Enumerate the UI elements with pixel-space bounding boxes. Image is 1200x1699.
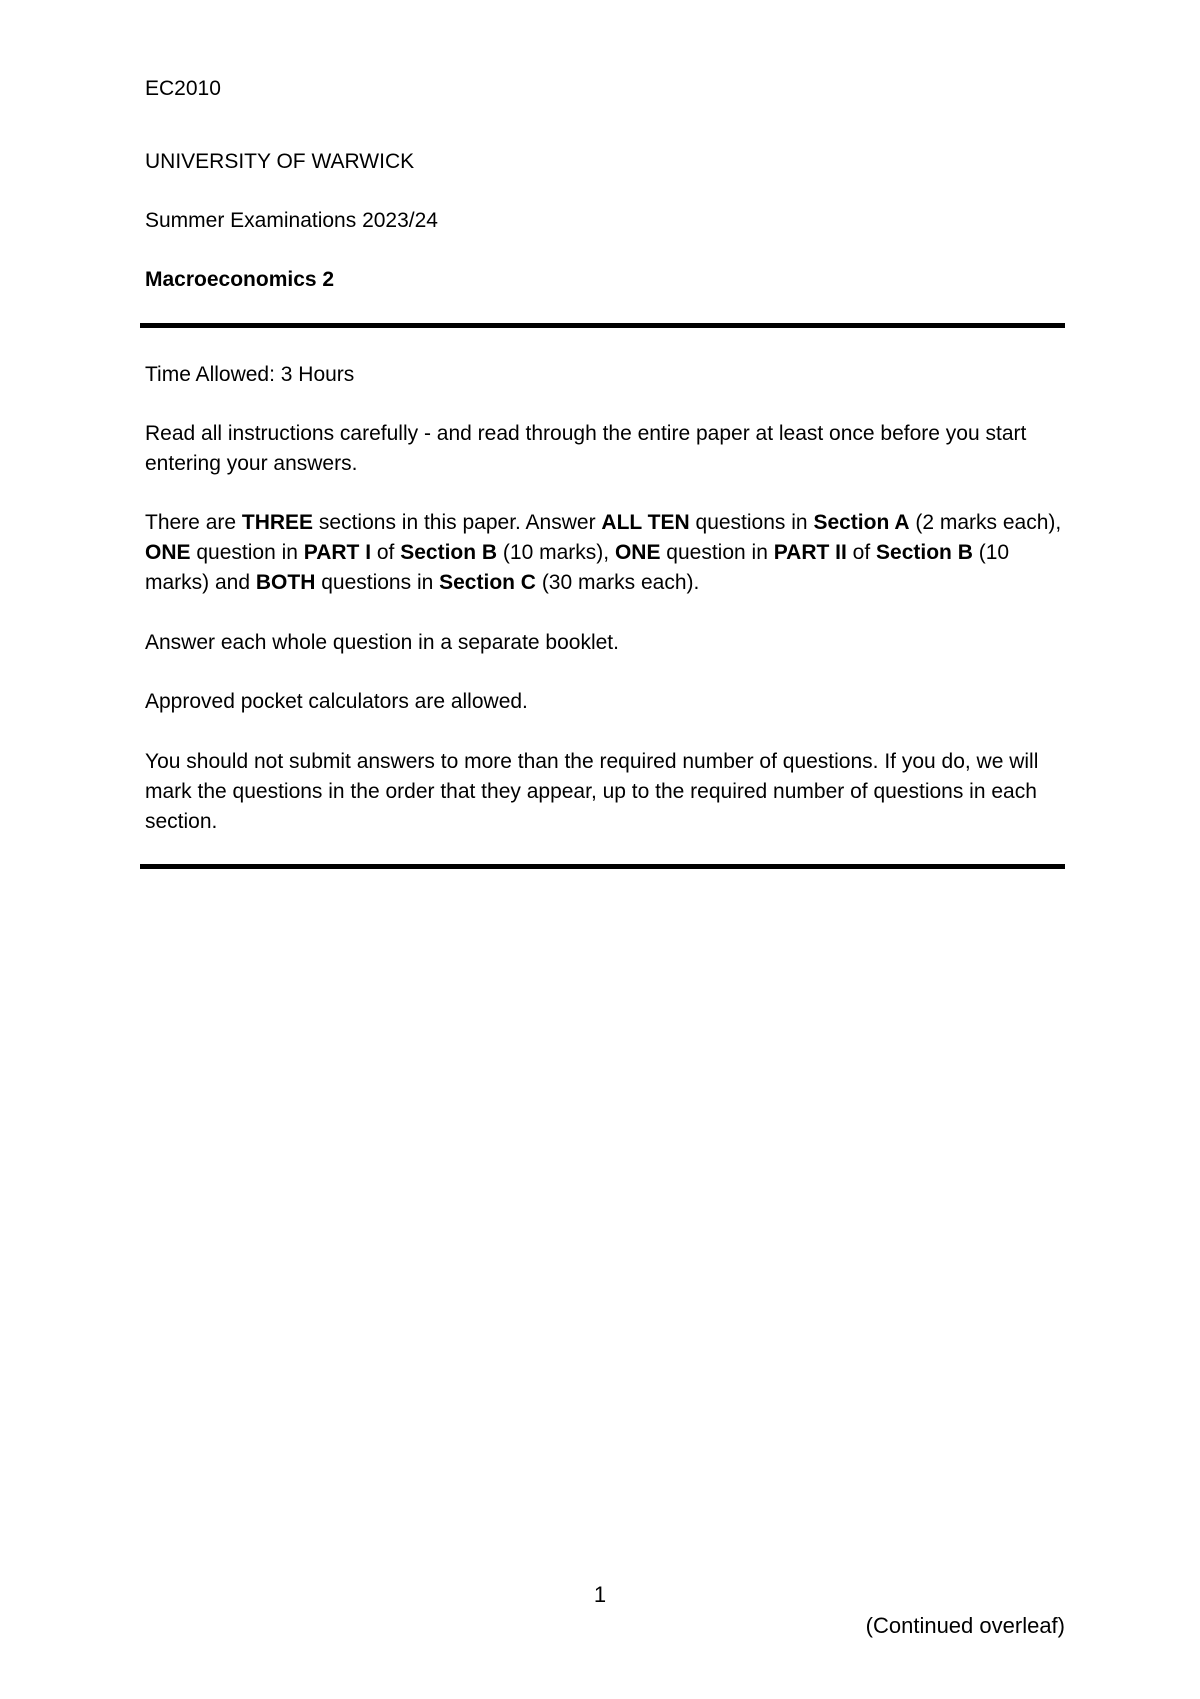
bottom-divider: [140, 864, 1065, 869]
extra-answers-paragraph: You should not submit answers to more than the required number of questions. If you do, we will mark the questions in the order that they appear, up to the required number of questions in each section.: [145, 750, 1039, 833]
university-name: UNIVERSITY OF WARWICK: [145, 150, 415, 173]
continued-overleaf: (Continued overleaf): [865, 1613, 1065, 1638]
top-divider: [140, 323, 1065, 328]
read-instructions-paragraph: Read all instructions carefully - and read through the entire paper at least once before you start entering your answers.: [145, 422, 1027, 475]
time-allowed: Time Allowed: 3 Hours: [145, 363, 355, 386]
course-code: EC2010: [145, 77, 221, 100]
module-title: Macroeconomics 2: [145, 268, 335, 291]
booklet-instruction: Answer each whole question in a separate booklet.: [145, 631, 619, 654]
page-number: 1: [593, 1582, 607, 1607]
exam-session: Summer Examinations 2023/24: [145, 209, 438, 232]
calculator-instruction: Approved pocket calculators are allowed.: [145, 690, 528, 713]
sections-paragraph: There are THREE sections in this paper. Answer ALL TEN questions in Section A (2 marks each), ONE question in PART I of Section B (10 marks), ONE question in PART II of Section B (10 marks) and BOTH questions in Section C (30 marks each).: [145, 511, 1062, 594]
